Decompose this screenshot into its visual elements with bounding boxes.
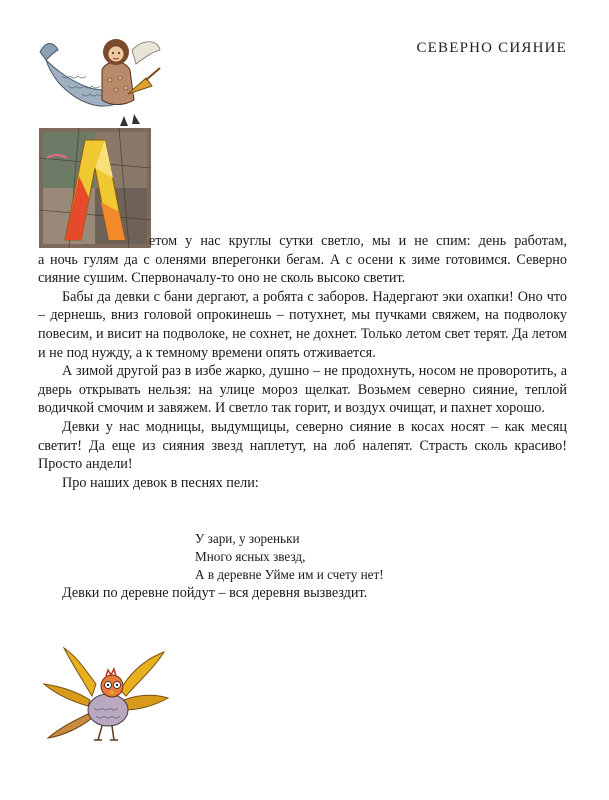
paragraph-3: А зимой другой раз в избе жарко, душно – не продохнуть, носом не проворотить, а дверь открывать нельзя: на улице мороз щелкат. Возьмем северно сияние, теплой водичкой смочим и завяжем. И светло так горит, и воздух очищат, и пахнет хорошо. (38, 363, 567, 417)
paragraph-4: Девки у нас модницы, выдумщицы, северно сияние в косах носят – как месяц светит! Да еще из сияния звезд наплетут, на лоб налепят. Страсть сколь красиво! Просто андели! (38, 418, 567, 473)
poem-line: У зари, у зореньки (195, 531, 300, 546)
closing-paragraph (38, 584, 567, 603)
opening-paragraph (38, 232, 567, 492)
paragraph-5: Про наших девок в песнях пели: (62, 474, 259, 491)
opening-continuation: а ночь гулям да с оленями вперегонки бегам. А с осени к зиме готовимся. Северно сияние сушим. Спервоначалу-то оно не сколь высоко светит. (38, 251, 567, 287)
paragraph-2: Бабы да девки с бани дергают, а робята с заборов. Надергают эки охапки! Оно что – дернешь, вниз головой опрокинешь – потухнет, мы пучками свяжем, на подволоку повесим, и висит на подволоке, не сохнет, не дохнет. Только летом свет терят. Да летом и не под нужду, а к темному времени опять отживается. (38, 288, 567, 361)
poem-line: Много ясных звезд, (195, 549, 306, 564)
running-title: СЕВЕРНО СИЯНИЕ (416, 40, 567, 56)
mermaid-illustration (32, 30, 167, 130)
opening-first-line: етом у нас круглы сутки светло, мы и не спим: день работам, (149, 233, 567, 249)
firebird-illustration (40, 640, 170, 755)
dropcap-initial (39, 128, 151, 248)
poem (195, 530, 384, 584)
paragraph-6: Девки по деревне пойдут – вся деревня вызвездит. (62, 585, 368, 601)
poem-line: А в деревне Уйме им и счету нет! (195, 567, 384, 582)
